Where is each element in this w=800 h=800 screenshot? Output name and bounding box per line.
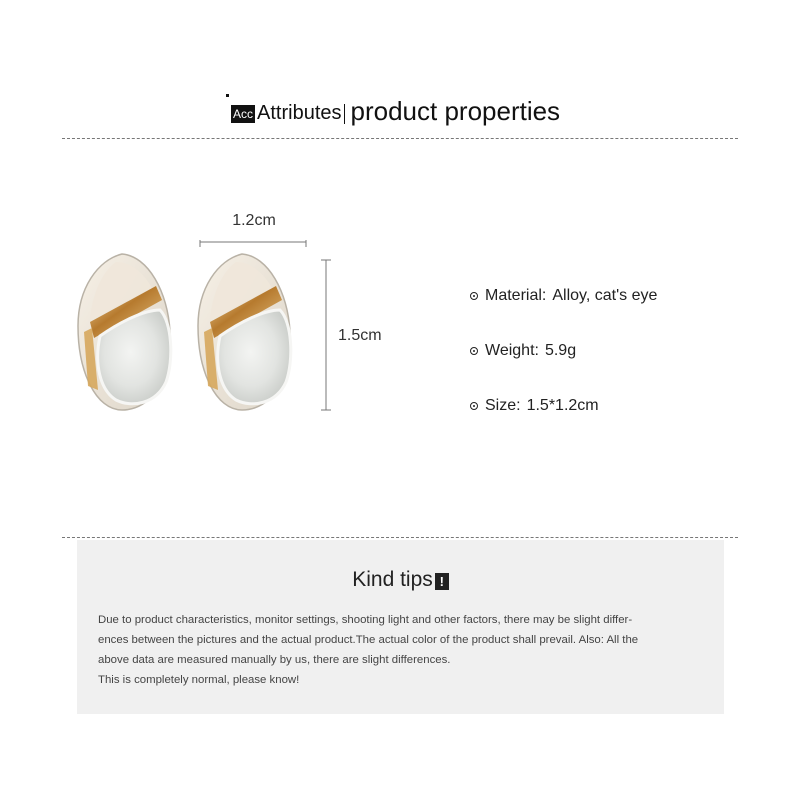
header-divider [344,104,345,124]
kind-tips-panel [77,540,724,714]
bullet-icon [470,292,478,300]
header-tag: Acc [233,107,254,121]
bottom-dashed-divider [62,537,738,538]
property-value: Alloy, cat's eye [552,287,658,304]
kind-tips-text [98,610,710,690]
bullet-icon [470,347,478,355]
tips-line: ences between the pictures and the actual product.The actual color of the product shall prevail. Also: All the [98,634,639,646]
earring-pair-image [60,240,350,420]
section-header [226,94,560,128]
tips-line: This is completely normal, please know! [98,674,300,686]
header-attributes-label: Attributes [257,101,342,124]
kind-tips-title: Kind tips [352,568,433,591]
property-size [470,394,657,418]
property-label: Material: [485,287,547,304]
right-earring [198,254,291,410]
header-square-icon [226,94,229,97]
width-dimension-line [200,240,306,247]
property-weight [470,339,657,363]
property-value: 5.9g [544,342,577,359]
exclamation-icon: ! [435,573,449,590]
property-material [470,284,657,308]
tips-line: above data are measured manually by us, there are slight differences. [98,654,451,666]
property-list [470,284,657,449]
property-label: Size: [485,397,521,414]
kind-tips-heading [77,568,724,592]
left-earring [78,254,171,410]
property-value: 1.5*1.2cm [526,397,599,414]
width-dimension-label: 1.2cm [232,212,276,229]
property-label: Weight: [485,342,539,359]
bullet-icon [470,402,478,410]
page-title: product properties [350,95,561,126]
height-dimension-line [321,260,331,410]
height-dimension-label: 1.5cm [338,327,382,344]
top-dashed-divider [62,138,738,139]
tips-line: Due to product characteristics, monitor settings, shooting light and other factors, there may be slight differ- [98,614,633,626]
